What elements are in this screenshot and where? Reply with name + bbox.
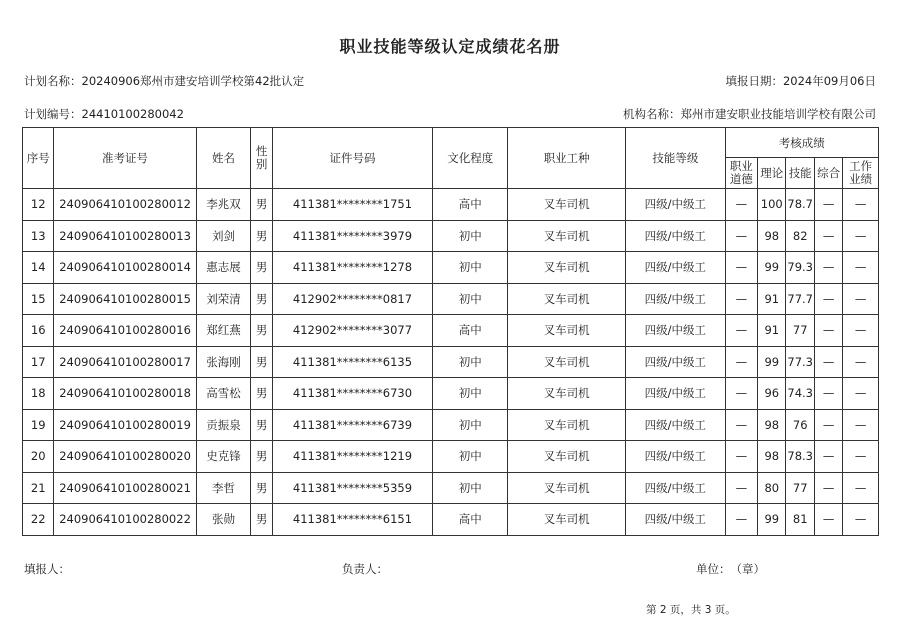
cell-skill: 76 <box>786 409 814 441</box>
cell-gender: 男 <box>251 504 272 536</box>
cell-seq: 17 <box>23 346 54 378</box>
cell-occupation: 叉车司机 <box>508 378 626 410</box>
cell-level: 四级/中级工 <box>626 220 726 252</box>
cell-perf: — <box>843 504 879 536</box>
score-roster-table <box>22 127 879 536</box>
cell-exam-no: 240906410100280021 <box>54 472 196 504</box>
cell-education: 初中 <box>433 252 508 284</box>
fill-date: 填报日期：2024年09月06日 <box>725 74 876 88</box>
cell-composite: — <box>814 346 842 378</box>
cell-education: 初中 <box>433 220 508 252</box>
cell-education: 初中 <box>433 472 508 504</box>
cell-education: 高中 <box>433 504 508 536</box>
cell-perf: — <box>843 220 879 252</box>
cell-composite: — <box>814 189 842 221</box>
cell-name: 刘荣清 <box>196 283 251 315</box>
cell-occupation: 叉车司机 <box>508 220 626 252</box>
cell-ethics: — <box>725 346 757 378</box>
header-scores: 考核成绩 <box>725 128 878 158</box>
cell-exam-no: 240906410100280019 <box>54 409 196 441</box>
header-row <box>23 128 879 158</box>
cell-perf: — <box>843 315 879 347</box>
cell-id-no: 411381********6135 <box>272 346 432 378</box>
cell-id-no: 411381********1278 <box>272 252 432 284</box>
responsible-label: 负责人： <box>342 562 388 576</box>
cell-composite: — <box>814 283 842 315</box>
header-name: 姓名 <box>196 128 251 189</box>
cell-seq: 14 <box>23 252 54 284</box>
cell-exam-no: 240906410100280020 <box>54 441 196 473</box>
table-row <box>23 441 879 473</box>
cell-occupation: 叉车司机 <box>508 472 626 504</box>
cell-occupation: 叉车司机 <box>508 504 626 536</box>
cell-composite: — <box>814 441 842 473</box>
cell-perf: — <box>843 409 879 441</box>
cell-occupation: 叉车司机 <box>508 283 626 315</box>
cell-ethics: — <box>725 378 757 410</box>
cell-ethics: — <box>725 220 757 252</box>
cell-skill: 77.7 <box>786 283 814 315</box>
cell-id-no: 411381********1219 <box>272 441 432 473</box>
header-ethics: 职业 道德 <box>725 158 757 189</box>
cell-id-no: 411381********5359 <box>272 472 432 504</box>
cell-perf: — <box>843 346 879 378</box>
cell-occupation: 叉车司机 <box>508 346 626 378</box>
cell-perf: — <box>843 189 879 221</box>
cell-exam-no: 240906410100280016 <box>54 315 196 347</box>
plan-number: 计划编号：24410100280042 <box>24 107 184 121</box>
cell-perf: — <box>843 252 879 284</box>
cell-name: 张勋 <box>196 504 251 536</box>
cell-perf: — <box>843 283 879 315</box>
cell-level: 四级/中级工 <box>626 441 726 473</box>
cell-level: 四级/中级工 <box>626 283 726 315</box>
cell-level: 四级/中级工 <box>626 378 726 410</box>
cell-seq: 21 <box>23 472 54 504</box>
cell-id-no: 411381********1751 <box>272 189 432 221</box>
cell-occupation: 叉车司机 <box>508 252 626 284</box>
table-row <box>23 189 879 221</box>
cell-occupation: 叉车司机 <box>508 189 626 221</box>
header-skill: 技能 <box>786 158 814 189</box>
cell-education: 高中 <box>433 189 508 221</box>
page-number: 第 2 页，共 3 页。 <box>646 604 736 616</box>
cell-composite: — <box>814 378 842 410</box>
filler-label: 填报人： <box>24 562 70 576</box>
header-id-no: 证件号码 <box>272 128 432 189</box>
cell-composite: — <box>814 252 842 284</box>
cell-ethics: — <box>725 252 757 284</box>
cell-occupation: 叉车司机 <box>508 315 626 347</box>
cell-perf: — <box>843 441 879 473</box>
header-theory: 理论 <box>758 158 786 189</box>
cell-name: 郑红燕 <box>196 315 251 347</box>
cell-occupation: 叉车司机 <box>508 409 626 441</box>
cell-theory: 99 <box>758 346 786 378</box>
cell-composite: — <box>814 504 842 536</box>
cell-exam-no: 240906410100280015 <box>54 283 196 315</box>
cell-gender: 男 <box>251 283 272 315</box>
cell-education: 初中 <box>433 283 508 315</box>
cell-name: 张海刚 <box>196 346 251 378</box>
cell-id-no: 411381********3979 <box>272 220 432 252</box>
cell-id-no: 411381********6730 <box>272 378 432 410</box>
table-row <box>23 315 879 347</box>
table-row <box>23 378 879 410</box>
cell-id-no: 411381********6739 <box>272 409 432 441</box>
cell-theory: 98 <box>758 441 786 473</box>
cell-skill: 74.3 <box>786 378 814 410</box>
cell-name: 刘剑 <box>196 220 251 252</box>
cell-skill: 79.3 <box>786 252 814 284</box>
document-title: 职业技能等级认定成绩花名册 <box>339 37 561 56</box>
cell-skill: 77 <box>786 315 814 347</box>
cell-education: 初中 <box>433 441 508 473</box>
cell-level: 四级/中级工 <box>626 346 726 378</box>
cell-theory: 100 <box>758 189 786 221</box>
header-seq: 序号 <box>23 128 54 189</box>
cell-level: 四级/中级工 <box>626 472 726 504</box>
plan-name: 计划名称：20240906郑州市建安培训学校第42批认定 <box>24 74 305 88</box>
cell-education: 初中 <box>433 346 508 378</box>
cell-seq: 15 <box>23 283 54 315</box>
cell-education: 初中 <box>433 378 508 410</box>
cell-theory: 80 <box>758 472 786 504</box>
cell-perf: — <box>843 378 879 410</box>
cell-gender: 男 <box>251 346 272 378</box>
cell-education: 高中 <box>433 315 508 347</box>
cell-exam-no: 240906410100280022 <box>54 504 196 536</box>
table-row <box>23 220 879 252</box>
cell-skill: 78.7 <box>786 189 814 221</box>
cell-theory: 91 <box>758 315 786 347</box>
cell-seq: 12 <box>23 189 54 221</box>
table-row <box>23 346 879 378</box>
cell-skill: 77 <box>786 472 814 504</box>
cell-theory: 98 <box>758 220 786 252</box>
cell-ethics: — <box>725 504 757 536</box>
table-row <box>23 283 879 315</box>
cell-ethics: — <box>725 189 757 221</box>
cell-name: 高雪松 <box>196 378 251 410</box>
cell-seq: 20 <box>23 441 54 473</box>
cell-ethics: — <box>725 315 757 347</box>
cell-gender: 男 <box>251 189 272 221</box>
cell-exam-no: 240906410100280018 <box>54 378 196 410</box>
cell-level: 四级/中级工 <box>626 504 726 536</box>
table-row <box>23 252 879 284</box>
cell-exam-no: 240906410100280012 <box>54 189 196 221</box>
cell-theory: 98 <box>758 409 786 441</box>
cell-level: 四级/中级工 <box>626 409 726 441</box>
cell-composite: — <box>814 315 842 347</box>
table-row <box>23 504 879 536</box>
cell-seq: 18 <box>23 378 54 410</box>
cell-exam-no: 240906410100280014 <box>54 252 196 284</box>
cell-skill: 77.3 <box>786 346 814 378</box>
table-row <box>23 409 879 441</box>
header-level: 技能等级 <box>626 128 726 189</box>
cell-name: 李兆双 <box>196 189 251 221</box>
cell-ethics: — <box>725 441 757 473</box>
cell-id-no: 412902********3077 <box>272 315 432 347</box>
cell-ethics: — <box>725 409 757 441</box>
cell-gender: 男 <box>251 252 272 284</box>
cell-gender: 男 <box>251 220 272 252</box>
cell-name: 史克锋 <box>196 441 251 473</box>
table-row <box>23 472 879 504</box>
header-occupation: 职业工种 <box>508 128 626 189</box>
header-exam-no: 准考证号 <box>54 128 196 189</box>
cell-level: 四级/中级工 <box>626 189 726 221</box>
cell-level: 四级/中级工 <box>626 315 726 347</box>
cell-ethics: — <box>725 283 757 315</box>
table-body <box>23 189 879 536</box>
cell-skill: 78.3 <box>786 441 814 473</box>
cell-gender: 男 <box>251 441 272 473</box>
cell-skill: 82 <box>786 220 814 252</box>
cell-exam-no: 240906410100280013 <box>54 220 196 252</box>
cell-theory: 96 <box>758 378 786 410</box>
header-gender: 性 别 <box>251 128 272 189</box>
cell-perf: — <box>843 472 879 504</box>
cell-composite: — <box>814 472 842 504</box>
cell-seq: 19 <box>23 409 54 441</box>
cell-gender: 男 <box>251 472 272 504</box>
cell-theory: 91 <box>758 283 786 315</box>
cell-id-no: 411381********6151 <box>272 504 432 536</box>
cell-gender: 男 <box>251 315 272 347</box>
cell-name: 李哲 <box>196 472 251 504</box>
header-composite: 综合 <box>814 158 842 189</box>
cell-seq: 16 <box>23 315 54 347</box>
unit-seal-label: 单位： （章） <box>696 562 765 576</box>
cell-gender: 男 <box>251 409 272 441</box>
cell-seq: 22 <box>23 504 54 536</box>
cell-gender: 男 <box>251 378 272 410</box>
cell-occupation: 叉车司机 <box>508 441 626 473</box>
cell-composite: — <box>814 220 842 252</box>
organization-name: 机构名称：郑州市建安职业技能培训学校有限公司 <box>623 107 876 121</box>
cell-theory: 99 <box>758 252 786 284</box>
cell-name: 惠志展 <box>196 252 251 284</box>
cell-education: 初中 <box>433 409 508 441</box>
cell-level: 四级/中级工 <box>626 252 726 284</box>
cell-ethics: — <box>725 472 757 504</box>
cell-id-no: 412902********0817 <box>272 283 432 315</box>
cell-skill: 81 <box>786 504 814 536</box>
cell-composite: — <box>814 409 842 441</box>
cell-seq: 13 <box>23 220 54 252</box>
cell-name: 贡振泉 <box>196 409 251 441</box>
cell-theory: 99 <box>758 504 786 536</box>
cell-exam-no: 240906410100280017 <box>54 346 196 378</box>
header-performance: 工作 业绩 <box>843 158 879 189</box>
header-education: 文化程度 <box>433 128 508 189</box>
